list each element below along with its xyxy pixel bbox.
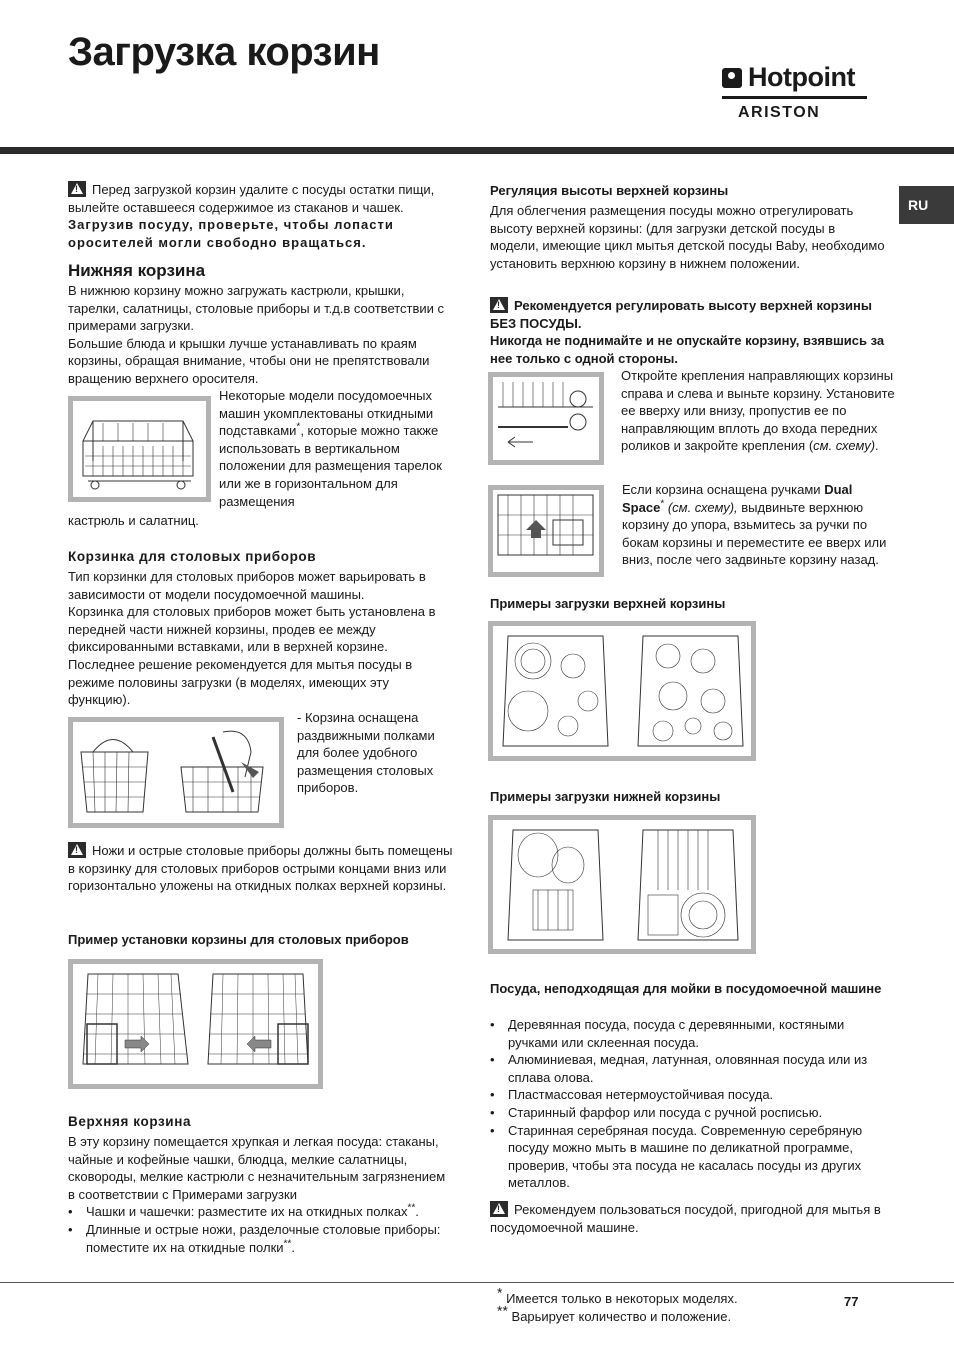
rail-side-text: Откройте крепления направляющих корзины справа и слева и выньте корзину. Установите ее вверху или внизу, пропустив ее по направляющим вплоть до входа передних роликов и закройте крепления (см. схему). <box>621 368 895 454</box>
example-heading: Пример установки корзины для столовых приборов <box>68 932 409 947</box>
lower-basket-side-text <box>219 387 451 510</box>
warning-icon <box>68 842 86 858</box>
brand-logo <box>722 62 855 93</box>
lower-examples-heading: Примеры загрузки нижней корзины <box>490 789 721 804</box>
list-item: • Старинный фарфор или посуда с ручной росписью. <box>490 1104 890 1122</box>
warning-icon <box>68 181 86 197</box>
upper-examples-illustration <box>493 626 751 756</box>
cutlery-paragraph: Корзинка для столовых приборов может быть установлена в передней части нижней корзины, продев ее между фиксированными вставками, или в верхней корзине. <box>68 604 436 655</box>
page-title: Загрузка корзин <box>68 30 380 74</box>
lower-basket-illustration <box>73 401 206 497</box>
header-bar <box>0 147 954 154</box>
height-text: Для облегчения размещения посуды можно отрегулировать высоту верхней корзины: (для загрузки детской посуды в модели, имеющие цикл мытья детской посуды Baby, необходимо установить верхнюю корзину в нижнем положении. <box>490 203 885 271</box>
dual-space-side-text: Если корзина оснащена ручками Dual Space* (см. схему), выдвиньте верхнюю корзину до упора, взьмитесь за ручки по бокам корзины и переместите ее вверх или вниз, после чего задвиньте корзину назад. <box>622 482 887 568</box>
cutlery-text <box>68 568 453 709</box>
upper-examples-figure <box>488 621 756 761</box>
warning-icon <box>490 1201 508 1217</box>
page-number: 77 <box>844 1294 859 1309</box>
footnote-mark: * <box>296 421 301 433</box>
lower-examples-figure <box>488 815 756 954</box>
cutlery-paragraph: Тип корзинки для столовых приборов может варьировать в зависимости от модели посудомоечной машины. <box>68 569 426 602</box>
cutlery-side-text: - Корзина оснащена раздвижными полками для более удобного размещения столовых приборов. <box>297 710 435 796</box>
lower-basket-figure <box>68 396 211 502</box>
arrow-icon <box>125 1036 149 1052</box>
arrow-icon <box>247 1036 271 1052</box>
cutlery-placement-figure <box>68 959 323 1089</box>
footnote: ** Варьирует количество и положение. <box>497 1302 732 1324</box>
footnote-mark: * <box>660 498 665 510</box>
warning-text: Рекомендуется регулировать высоту верхней корзины БЕЗ ПОСУДЫ. <box>490 298 872 331</box>
footnote-mark: ** <box>283 1238 292 1250</box>
lower-basket-text <box>68 282 453 388</box>
footnote: * Имеется только в некоторых моделях. <box>497 1284 738 1306</box>
cutlery-placement-illustration <box>73 964 318 1084</box>
height-heading: Регуляция высоты верхней корзины <box>490 183 729 198</box>
upper-basket-paragraph: В эту корзину помещается хрупкая и легкая посуда: стаканы, чайные и кофейные чашки, блюдца, мелкие салатницы, сковороды, мелкие кастрюли с незначительным загрязнением в соответствии с Примерами загрузки <box>68 1134 446 1202</box>
unsuitable-list <box>490 1016 890 1192</box>
cutlery-heading: Корзинка для столовых приборов <box>68 549 317 564</box>
list-item: • Алюминиевая, медная, латунная, оловянная посуда или из сплава олова. <box>490 1051 890 1086</box>
cutlery-basket-illustration <box>73 722 279 823</box>
logo-mark-icon <box>722 68 742 88</box>
lower-basket-paragraph: Большие блюда и крышки лучше устанавливать по краям корзины, обращая внимание, чтобы они не препятствовали вращению верхнего оросителя. <box>68 335 430 386</box>
warning-text: Перед загрузкой корзин удалите с посуды остатки пищи, вылейте оставшееся содержимое из стаканов и чашек. <box>68 182 435 215</box>
basket-rail-figure <box>488 372 604 465</box>
footer-divider <box>0 1282 954 1283</box>
lower-basket-paragraph: В нижнюю корзину можно загружать кастрюли, крышки, тарелки, салатницы, столовые приборы и т.д.в соответствии с примерами загрузки. <box>68 283 445 334</box>
logo-subbrand: ARISTON <box>738 104 821 121</box>
warning-text: Ножи и острые столовые приборы должны быть помещены в корзинку для столовых приборов острыми концами вниз или горизонтально уложены на откидных полках верхней корзины. <box>68 843 453 894</box>
warning-text: Никогда не поднимайте и не опускайте корзину, взявшись за нее только с одной стороны. <box>490 333 885 366</box>
list-item: • Старинная серебряная посуда. Современную серебряную посуду можно мыть в машине по деликатной программе, проверив, чтобы эта посуда не касалась посуды из других металлов. <box>490 1122 890 1192</box>
language-tab: RU <box>899 186 954 224</box>
side-text: , которые можно также использовать в вертикальном положении для размещения тарелок или же в горизонтальном для размещения <box>219 423 442 509</box>
upper-basket-text <box>68 1133 453 1256</box>
basket-rail-illustration <box>493 377 599 460</box>
lower-basket-side-text-end: кастрюль и салатниц. <box>68 513 199 528</box>
logo-divider <box>722 96 867 99</box>
list-item: • Деревянная посуда, посуда с деревянными, костяными ручками или склеенная посуда. <box>490 1016 890 1051</box>
logo-wordmark: Hotpoint <box>748 62 855 92</box>
dual-space-illustration <box>493 490 599 572</box>
side-text: Некоторые модели посудомоечных машин укомплектованы откидными подставками <box>219 388 434 439</box>
knives-warning <box>68 842 453 895</box>
footnote-mark: ** <box>407 1203 416 1215</box>
height-warning <box>490 297 895 367</box>
upper-examples-heading: Примеры загрузки верхней корзины <box>490 596 726 611</box>
unsuitable-heading: Посуда, неподходящая для мойки в посудомоечной машине <box>490 981 882 996</box>
dishware-warning <box>490 1201 895 1236</box>
warning-icon <box>490 297 508 313</box>
warning-bold-text: Загрузив посуду, проверьте, чтобы лопасти оросителей могли свободно вращаться. <box>68 217 394 250</box>
cutlery-paragraph: Последнее решение рекомендуется для мытья посуды в режиме половины загрузки (в моделях, имеющих эту функцию). <box>68 656 413 708</box>
list-item: • Чашки и чашечки: разместите их на откидных полках**. <box>68 1203 453 1221</box>
intro-warning <box>68 181 453 251</box>
warning-text: Рекомендуем пользоваться посудой, пригодной для мытья в посудомоечной машине. <box>490 1202 881 1235</box>
dual-space-figure <box>488 485 604 577</box>
arrow-icon <box>241 762 259 778</box>
lower-examples-illustration <box>493 820 751 949</box>
footnotes <box>497 1284 827 1325</box>
cutlery-basket-figure <box>68 717 284 828</box>
upper-basket-heading: Верхняя корзина <box>68 1114 192 1129</box>
list-item: • Длинные и острые ножи, разделочные столовые приборы: поместите их на откидные полки**. <box>68 1221 453 1256</box>
list-item: • Пластмассовая нетермоустойчивая посуда. <box>490 1086 890 1104</box>
lower-basket-heading: Нижняя корзина <box>68 261 206 280</box>
